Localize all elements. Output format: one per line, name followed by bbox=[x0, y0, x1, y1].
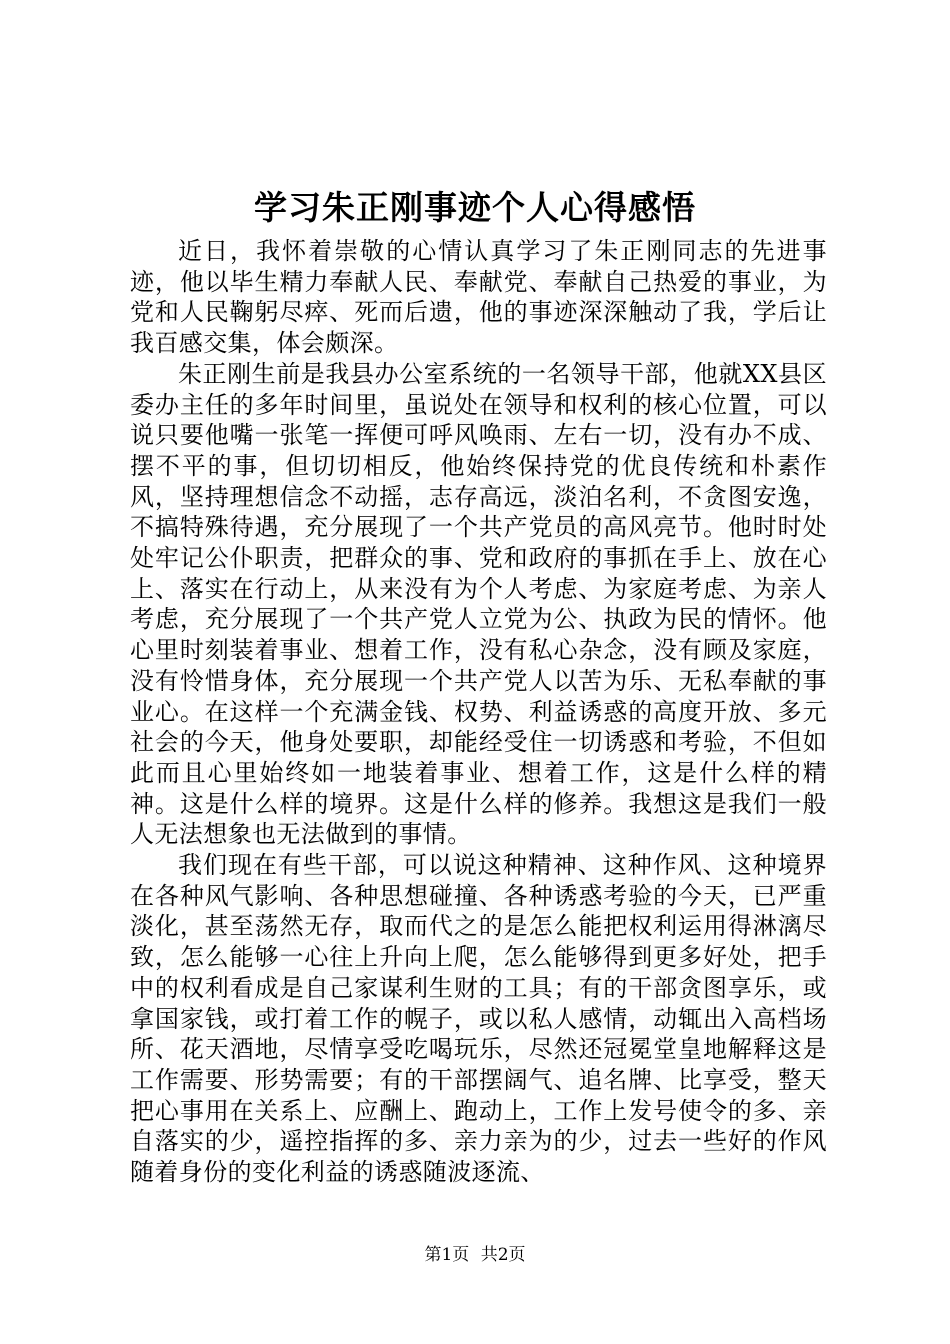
page-footer bbox=[0, 1243, 950, 1267]
paragraph-1: 近日，我怀着崇敬的心情认真学习了朱正刚同志的先进事迹，他以毕生精力奉献人民、奉献党、奉献自己热爱的事业，为党和人民鞠躬尽瘁、死而后遗，他的事迹深深触动了我，学后让我百感交集，体会颇深。 bbox=[130, 237, 827, 358]
document-title: 学习朱正刚事迹个人心得感悟 bbox=[254, 188, 696, 227]
paragraph-3: 我们现在有些干部，可以说这种精神、这种作风、这种境界在各种风气影响、各种思想碰撞、各种诱惑考验的今天，已严重淡化，甚至荡然无存，取而代之的是怎么能把权利运用得淋漓尽致，怎么能够一心往上升向上爬，怎么能够得到更多好处，把手中的权利看成是自己家谋利生财的工具；有的干部贪图享乐，或拿国家钱，或打着工作的幌子，或以私人感情，动辄出入高档场所、花天酒地，尽情享受吃喝玩乐，尽然还冠冕堂皇地解释这是工作需要、形势需要；有的干部摆阔气、追名牌、比享受，整天把心事用在关系上、应酬上、跑动上，工作上发号使令的多、亲自落实的少，遥控指挥的多、亲力亲为的少，过去一些好的作风随着身份的变化利益的诱惑随波逐流、 bbox=[130, 851, 827, 1187]
page-number: 第1页 bbox=[424, 1245, 470, 1265]
document-body bbox=[130, 236, 827, 1188]
page-total: 共2页 bbox=[480, 1245, 526, 1265]
paragraph-2: 朱正刚生前是我县办公室系统的一名领导干部，他就XX县区委办主任的多年时间里，虽说处在领导和权利的核心位置，可以说只要他嘴一张笔一挥便可呼风唤雨、左右一切，没有办不成、摆不平的事，但切切相反，他始终保持党的优良传统和朴素作风，坚持理想信念不动摇，志存高远，淡泊名利，不贪图安逸，不搞特殊待遇，充分展现了一个共产党员的高风亮节。他时时处处牢记公仆职责，把群众的事、党和政府的事抓在手上、放在心上、落实在行动上，从来没有为个人考虑、为家庭考虑、为亲人考虑，充分展现了一个共产党人立党为公、执政为民的情怀。他心里时刻装着事业、想着工作，没有私心杂念，没有顾及家庭，没有怜惜身体，充分展现一个共产党人以苦为乐、无私奉献的事业心。在这样一个充满金钱、权势、利益诱惑的高度开放、多元社会的今天，他身处要职，却能经受住一切诱惑和考验，不但如此而且心里始终如一地装着事业、想着工作，这是什么样的精神。这是什么样的境界。这是什么样的修养。我想这是我们一般人无法想象也无法做到的事情。 bbox=[130, 359, 827, 849]
